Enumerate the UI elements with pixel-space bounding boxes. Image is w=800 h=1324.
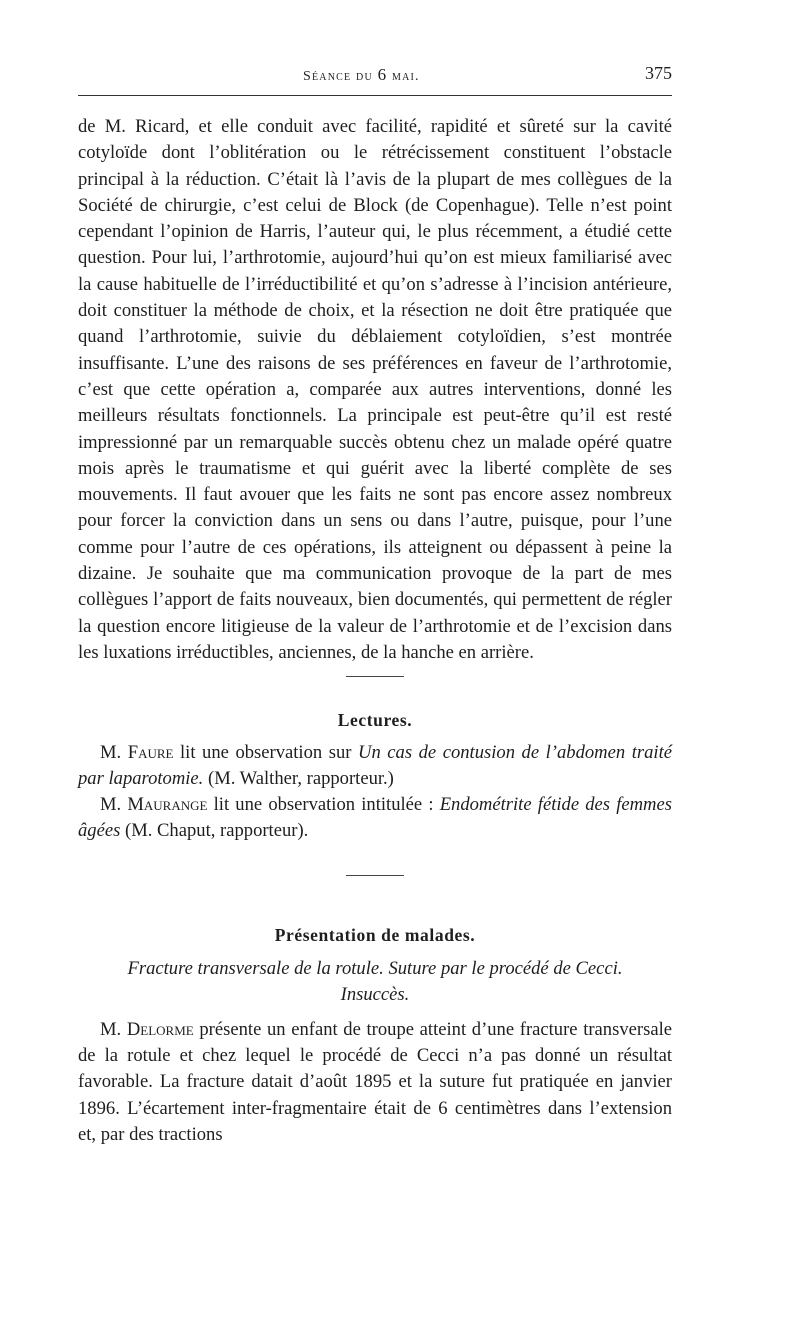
section-heading-lectures: Lectures. (337, 710, 413, 731)
lecture-item-maurange (78, 792, 672, 845)
section-divider (346, 875, 404, 876)
lecture-verb: lit une observation sur (180, 741, 352, 763)
lecture-prefix: M. (100, 794, 122, 816)
section-heading-presentation: Présentation de malades. (274, 924, 476, 945)
section-divider (346, 676, 404, 677)
lecture-title: Un cas de contusion de l’abdomen traité par laparotomie. (78, 741, 672, 789)
running-title-prefix: Séance du (303, 69, 373, 84)
paragraph-delorme (78, 1017, 672, 1148)
lecture-title: Endométrite fétide des femmes âgées (78, 794, 672, 842)
case-subtitle (78, 956, 672, 1009)
body-text (78, 114, 672, 1148)
lecture-rapporteur: (M. Walther, rapporteur.) (208, 767, 394, 789)
page-number: 375 (645, 63, 672, 83)
lecture-rapporteur: (M. Chaput, rapporteur). (125, 820, 309, 842)
document-page (78, 0, 672, 1324)
lecture-prefix: M. (100, 741, 122, 763)
header-rule (78, 95, 672, 96)
running-header (78, 63, 672, 87)
running-title-suffix: mai. (391, 69, 420, 84)
presentation-text: présente un enfant de troupe atteint d’une fracture transversale de la rotule et chez lequel le procédé de Cecci n’a pas donné un résultat favorable. La fracture datait d’août 1895 et la suture fut pratiquée en janvier 1896. L’écartement inter-fragmentaire était de 6 centimètres dans l’extension et, par des tractions (78, 1018, 672, 1145)
presenter-prefix: M. (100, 1018, 122, 1040)
case-subtitle-line-2: Insuccès. (340, 984, 410, 1006)
lecture-verb: lit une observation intitulée : (213, 794, 434, 816)
presenter-author: Delorme (126, 1018, 194, 1040)
running-title-day: 6 (377, 65, 388, 84)
case-subtitle-line-1: Fracture transversale de la rotule. Suture par le procédé de Cecci. (127, 958, 623, 980)
lecture-author: Maurange (127, 794, 208, 816)
paragraph-ricard: de M. Ricard, et elle conduit avec facilité, rapidité et sûreté sur la cavité cotyloïde dont l’oblitération ou le rétrécissement constituent l’obstacle principal à la réduction. C’était là l’avis de la plupart de mes collègues de la Société de chirurgie, c’est celui de Block (de Copenhague). Telle n’est point cependant l’opinion de Harris, l’auteur qui, le plus récemment, a étudié cette question. Pour lui, l’arthrotomie, aujourd’hui qu’on est mieux familiarisé avec la cause habituelle de l’irréductibilité et qu’on s’adresse à l’incision antérieure, doit constituer la méthode de choix, et la résection ne doit être pratiquée que quand l’arthrotomie, suivie du déblaiement cotyloïdien, s’est montrée insuffisante. L’une des raisons de ses préférences en faveur de l’arthrotomie, c’est que cette opération a, comparée aux autres interventions, donné les meilleurs résultats fonctionnels. La principale est peut-être qu’il est resté impressionné par un remarquable succès obtenu chez un malade opéré quatre mois après le traumatisme et qui guérit avec la liberté complète de ses mouvements. Il faut avouer que les faits ne sont pas encore assez nombreux pour forcer la conviction dans un sens ou dans l’autre, puisque, pour l’une comme pour l’autre de ces opérations, ils atteignent ou dépassent à peine la dizaine. Je souhaite que ma communication provoque de la part de mes collègues l’apport de faits nouveaux, bien documentés, qui permettent de régler la question encore litigieuse de la valeur de l’arthrotomie et de l’excision dans les luxations irréductibles, anciennes, de la hanche en arrière. (78, 116, 672, 663)
running-title (303, 65, 420, 85)
lecture-author: Faure (127, 741, 174, 763)
lecture-item-faure (78, 740, 672, 793)
